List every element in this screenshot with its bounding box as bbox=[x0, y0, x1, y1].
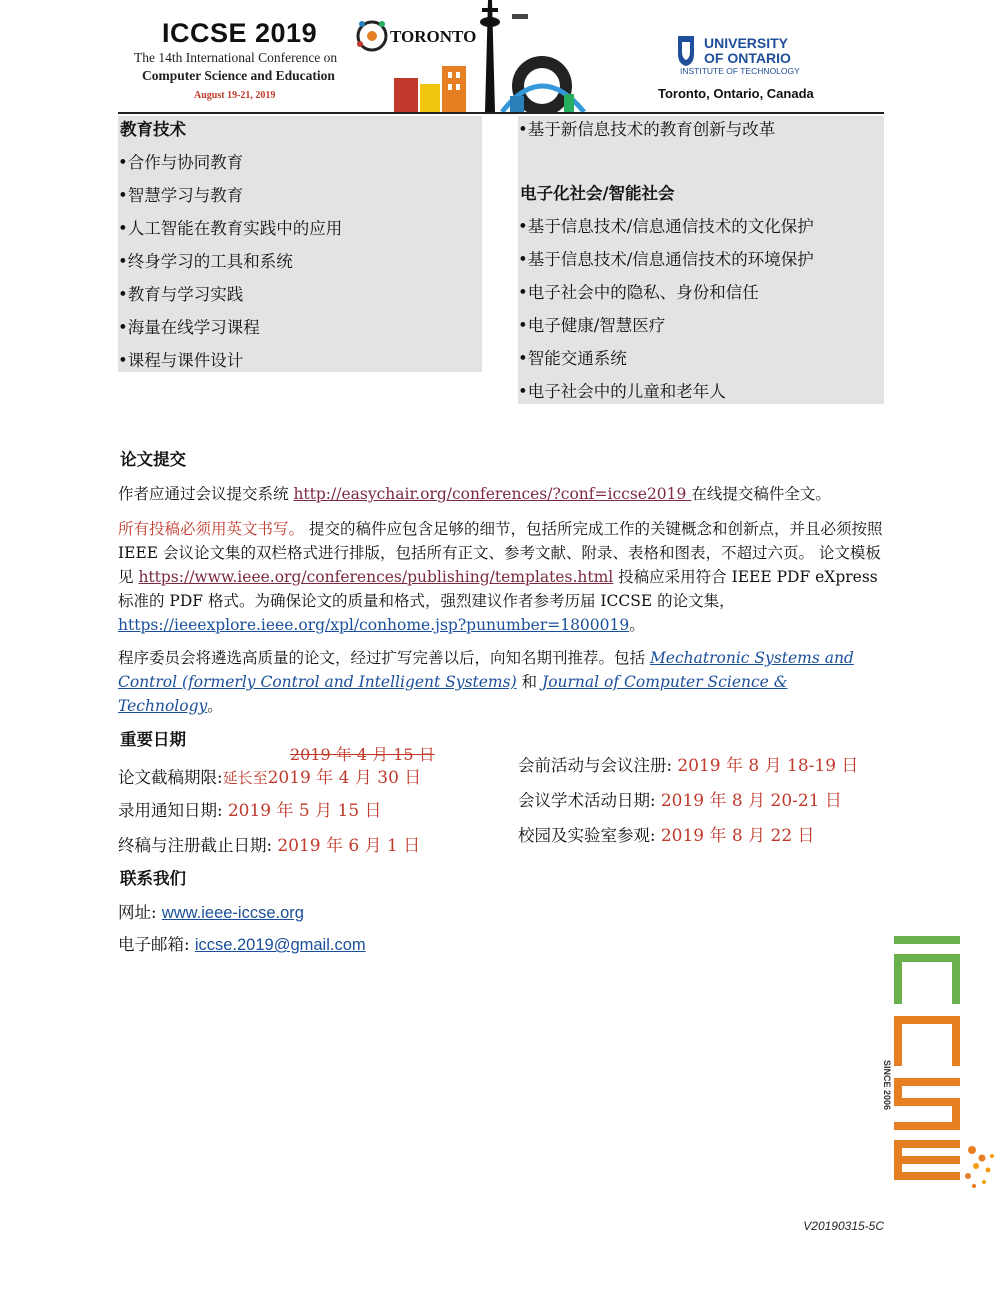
campus-label: 校园及实验室参观: bbox=[518, 826, 656, 845]
version-code: V20190315-5C bbox=[803, 1219, 884, 1233]
final-row bbox=[118, 831, 420, 856]
topic-item: •基于信息技术/信息通信技术的环境保护 bbox=[518, 250, 814, 269]
ieee-template-link[interactable]: https://www.ieee.org/conferences/publishing/templates.html bbox=[138, 568, 614, 586]
university-name-line2: OF ONTARIO bbox=[704, 50, 791, 66]
submission-p3-and: 和 bbox=[516, 673, 542, 691]
ieeexplore-proceedings-link[interactable]: https://ieeexplore.ieee.org/xpl/conhome.jsp?punumber=1800019 bbox=[118, 616, 630, 634]
conference-subtitle-line2: Computer Science and Education bbox=[142, 68, 335, 83]
dates-heading: 重要日期 bbox=[120, 730, 186, 749]
topic-item: •智慧学习与教育 bbox=[118, 186, 244, 205]
academic-row bbox=[518, 786, 842, 811]
deadline-row bbox=[118, 763, 421, 788]
english-requirement-notice: 所有投稿必须用英文书写。 bbox=[118, 520, 305, 538]
pre-conference-row bbox=[518, 751, 858, 776]
topic-item: •教育与学习实践 bbox=[118, 285, 244, 304]
conference-location: Toronto, Ontario, Canada bbox=[658, 86, 814, 101]
topic-item: •基于信息技术/信息通信技术的文化保护 bbox=[518, 217, 814, 236]
deadline-label: 论文截稿期限: bbox=[118, 768, 223, 787]
toronto-logo-text: TORONTO bbox=[390, 27, 477, 46]
pre-conference-label: 会前活动与会议注册: bbox=[518, 756, 673, 775]
university-name-line3: INSTITUTE OF TECHNOLOGY bbox=[680, 66, 800, 76]
campus-date: 2019 年 8 月 22 日 bbox=[660, 826, 815, 846]
submission-p2-end: 。 bbox=[629, 616, 645, 634]
submission-p2-text1: 提交的稿件应包含足够的细节，包括所完成工作的关键概念和创新点，并且必须按照 IEEE 会议论文集的双栏格式进行排版，包括所有正文、参考文献、附录、表格和图表，不超过六页。 论文模板见 bbox=[118, 520, 883, 586]
submission-paragraph-1 bbox=[118, 482, 888, 506]
submission-p3-end: 。 bbox=[207, 697, 223, 715]
topic-item: •终身学习的工具和系统 bbox=[118, 252, 293, 271]
academic-label: 会议学术活动日期: bbox=[518, 791, 656, 810]
deadline-new-date: 2019 年 4 月 30 日 bbox=[267, 768, 422, 788]
submission-paragraph-2 bbox=[118, 517, 888, 637]
easychair-link[interactable]: http://easychair.org/conferences/?conf=iccse2019 bbox=[293, 485, 692, 503]
journal-link-mechatronic[interactable]: Mechatronic Systems and Control (formerly Control and Intelligent Systems) bbox=[118, 649, 854, 691]
topic-item: •智能交通系统 bbox=[518, 349, 627, 368]
website-link[interactable]: www.ieee-iccse.org bbox=[161, 904, 304, 922]
submission-p1-text: 作者应通过会议提交系统 bbox=[118, 485, 294, 503]
submission-p2-text2: 投稿应采用符合 IEEE PDF eXpress 标准的 PDF 格式。为确保论文的质量和格式，强烈建议作者参考历届 ICCSE 的论文集， bbox=[118, 568, 878, 610]
conference-title: ICCSE 2019 bbox=[162, 18, 318, 48]
notify-label: 录用通知日期: bbox=[118, 801, 223, 820]
topic-item: •海量在线学习课程 bbox=[118, 318, 260, 337]
topic-item: •电子社会中的隐私、身份和信任 bbox=[518, 283, 759, 302]
university-name-line1: UNIVERSITY bbox=[704, 35, 789, 51]
campus-row bbox=[518, 821, 815, 846]
topic-item: •电子健康/智慧医疗 bbox=[518, 316, 666, 335]
iccse-vertical-logo bbox=[880, 932, 1000, 1194]
notify-date: 2019 年 5 月 15 日 bbox=[227, 801, 382, 821]
contact-heading: 联系我们 bbox=[120, 869, 186, 888]
topic-item: •合作与协同教育 bbox=[118, 153, 244, 172]
conference-subtitle-line1: The 14th International Conference on bbox=[134, 50, 338, 65]
final-label: 终稿与注册截止日期: bbox=[118, 836, 273, 855]
email-row bbox=[118, 931, 366, 955]
website-label: 网址: bbox=[118, 903, 162, 922]
email-link[interactable]: iccse.2019@gmail.com bbox=[194, 936, 366, 954]
pre-conference-date: 2019 年 8 月 18-19 日 bbox=[677, 756, 859, 776]
toronto-skyline-logo bbox=[352, 0, 602, 112]
submission-heading: 论文提交 bbox=[120, 450, 186, 469]
university-shield-icon bbox=[676, 36, 696, 66]
logo-since-text: SINCE 2006 bbox=[882, 1060, 892, 1111]
deadline-old-date: 2019 年 4 月 15 日 bbox=[290, 745, 435, 764]
submission-p1-after: 在线提交稿件全文。 bbox=[691, 485, 831, 503]
header-divider bbox=[118, 112, 884, 114]
submission-p3-text: 程序委员会将遴选高质量的论文，经过扩写完善以后，向知名期刊推荐。包括 bbox=[118, 649, 650, 667]
topic-heading-e-society: 电子化社会/智能社会 bbox=[520, 184, 675, 203]
conference-dates: August 19-21, 2019 bbox=[194, 90, 276, 101]
website-row bbox=[118, 899, 304, 923]
notify-row bbox=[118, 796, 382, 821]
academic-date: 2019 年 8 月 20-21 日 bbox=[660, 791, 842, 811]
journal-link-jcst[interactable]: Journal of Computer Science & Technology bbox=[118, 673, 788, 715]
topic-item: •电子社会中的儿童和老年人 bbox=[518, 382, 726, 401]
topic-item: •人工智能在教育实践中的应用 bbox=[118, 219, 343, 238]
submission-paragraph-3 bbox=[118, 646, 888, 718]
topic-heading-education-tech: 教育技术 bbox=[120, 120, 186, 139]
topic-item: •基于新信息技术的教育创新与改革 bbox=[518, 120, 776, 139]
email-label: 电子邮箱: bbox=[118, 935, 195, 954]
extended-label: 延长至 bbox=[222, 769, 268, 787]
topic-item: •课程与课件设计 bbox=[118, 351, 244, 370]
final-date: 2019 年 6 月 1 日 bbox=[277, 836, 421, 856]
